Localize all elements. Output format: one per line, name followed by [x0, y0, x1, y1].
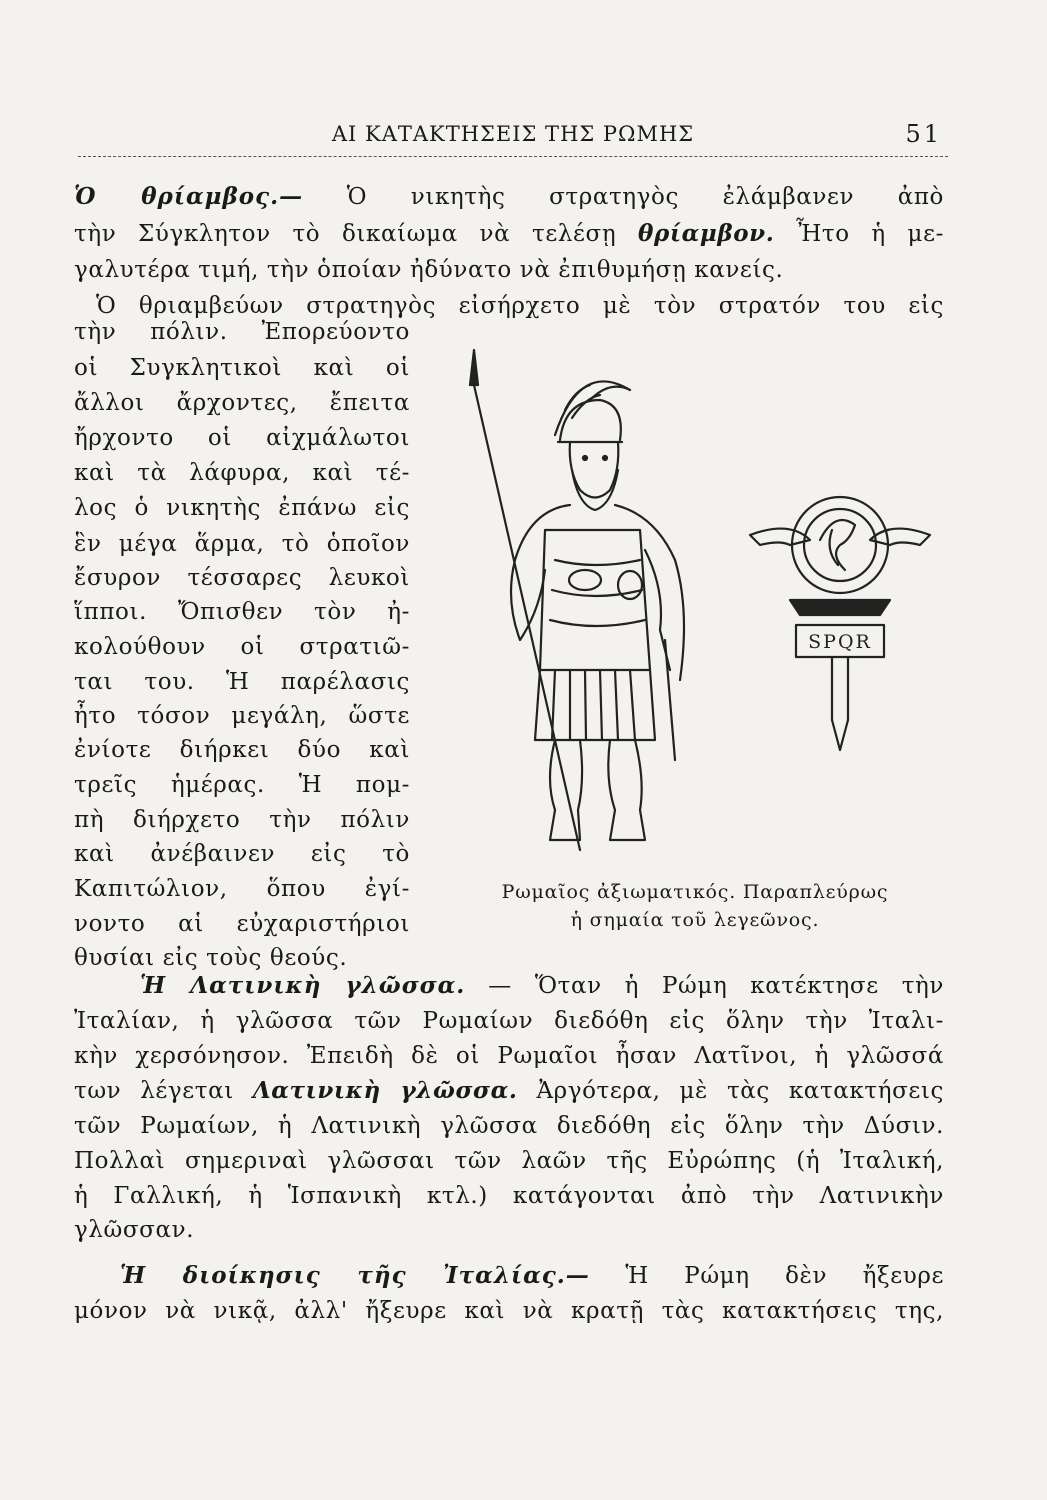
figure-caption-line: ἡ σημαία τοῦ λεγεῶνος.: [570, 909, 820, 931]
running-title: ΑΙ ΚΑΤΑΚΤΗΣΕΙΣ ΤΗΣ ΡΩΜΗΣ: [331, 122, 695, 146]
section-heading-triumph: Ὁ θρίαμβος.—: [74, 183, 304, 210]
paragraph-line: [74, 1077, 944, 1105]
section-heading-administration: Ἡ διοίκησις τῆς Ἰταλίας.—: [120, 1262, 590, 1289]
narrow-line: ται του. Ἡ παρέλασις: [74, 669, 410, 695]
narrow-line: λος ὁ νικητὴς ἐπάνω εἰς: [74, 495, 410, 521]
paragraph-line: [74, 183, 944, 211]
narrow-line: Καπιτώλιον, ὅπου ἐγί-: [74, 876, 410, 902]
narrow-line: θυσίαι εἰς τοὺς θεούς.: [74, 945, 348, 971]
paragraph-line: Ἰταλίαν, ἡ γλῶσσα τῶν Ρωμαίων διεδόθη εἰς ὅλην τὴν Ἰταλι-: [74, 1008, 944, 1034]
page-number: 51: [905, 120, 942, 148]
text-run: — Ὅταν ἡ Ρώμη κατέκτησε τὴν: [488, 973, 944, 999]
paragraph-line: μόνον νὰ νικᾷ, ἀλλ' ἤξευρε καὶ νὰ κρατῇ τὰς κατακτήσεις της,: [74, 1298, 944, 1324]
paragraph-line: Ὁ θριαμβεύων στρατηγὸς εἰσήρχετο μὲ τὸν στρατόν του εἰς: [96, 293, 944, 319]
paragraph-line: γλῶσσαν.: [74, 1217, 195, 1243]
emphasis-term: θρίαμβον.: [638, 220, 775, 247]
section-heading-latin: Ἡ Λατινικὴ γλῶσσα.: [140, 972, 466, 999]
paragraph-line: κὴν χερσόνησον. Ἐπειδὴ δὲ οἱ Ρωμαῖοι ἦσαν Λατῖνοι, ἡ γλῶσσά: [74, 1043, 944, 1069]
narrow-line: καὶ ἀνέβαινεν εἰς τὸ: [74, 841, 410, 867]
paragraph-line: ἡ Γαλλική, ἡ Ἱσπανικὴ κτλ.) κατάγονται ἀπὸ τὴν Λατινικὴν: [74, 1183, 944, 1209]
paragraph-line: γαλυτέρα τιμή, τὴν ὁποίαν ἠδύνατο νὰ ἐπιθυμήσῃ κανείς.: [74, 257, 784, 283]
narrow-line: ἵπποι. Ὄπισθεν τὸν ἠ-: [74, 599, 410, 625]
figure-roman-officer: [460, 340, 940, 860]
illustration: [460, 340, 940, 860]
figure-caption-line: Ρωμαῖος ἀξιωματικός. Παραπλεύρως: [501, 881, 889, 903]
paragraph-line: [120, 1262, 944, 1290]
text-run: Ἀργότερα, μὲ τὰς κατακτήσεις: [536, 1078, 944, 1104]
narrow-line: ἐνίοτε διήρκει δύο καὶ: [74, 737, 410, 763]
narrow-line: ἦτο τόσον μεγάλη, ὥστε: [74, 703, 410, 729]
narrow-line: οἱ Συγκλητικοὶ καὶ οἱ: [74, 355, 410, 381]
text-run: των λέγεται: [74, 1078, 234, 1104]
text-run: Ἡ Ρώμη δὲν ἤξευρε: [625, 1263, 944, 1289]
narrow-line: ἔσυρον τέσσαρες λευκοὶ: [74, 565, 410, 591]
narrow-line: ἤρχοντο οἱ αἰχμάλωτοι: [74, 425, 410, 451]
narrow-line: νοντο αἱ εὐχαριστήριοι: [74, 911, 410, 937]
running-head: [78, 118, 948, 158]
paragraph-line: Πολλαὶ σημεριναὶ γλῶσσαι τῶν λαῶν τῆς Εὐρώπης (ἡ Ἰταλική,: [74, 1148, 944, 1174]
paragraph-line: [140, 972, 944, 1000]
header-rule: [78, 156, 948, 157]
narrow-line: καὶ τὰ λάφυρα, καὶ τέ-: [74, 460, 410, 486]
narrow-line: τρεῖς ἡμέρας. Ἡ πομ-: [74, 772, 410, 798]
emphasis-term: Λατινικὴ γλῶσσα.: [252, 1077, 518, 1104]
standard-label: SPQR: [808, 631, 872, 653]
text-run: Ὁ νικητὴς στρατηγὸς ἐλάμβανεν ἀπὸ: [346, 184, 944, 210]
text-run: τὴν Σύγκλητον τὸ δικαίωμα νὰ τελέσῃ: [74, 221, 617, 247]
paragraph-line: τῶν Ρωμαίων, ἡ Λατινικὴ γλῶσσα διεδόθη εἰς ὅλην τὴν Δύσιν.: [74, 1113, 944, 1139]
narrow-line: ἓν μέγα ἅρμα, τὸ ὁποῖον: [74, 531, 410, 557]
paragraph-line: [74, 220, 944, 248]
text-run: Ἦτο ἡ με-: [796, 221, 944, 247]
narrow-line: ἄλλοι ἄρχοντες, ἔπειτα: [74, 390, 410, 416]
narrow-line: κολούθουν οἱ στρατιῶ-: [74, 634, 410, 660]
narrow-line: τὴν πόλιν. Ἐπορεύοντο: [74, 319, 410, 345]
narrow-line: πὴ διήρχετο τὴν πόλιν: [74, 807, 410, 833]
